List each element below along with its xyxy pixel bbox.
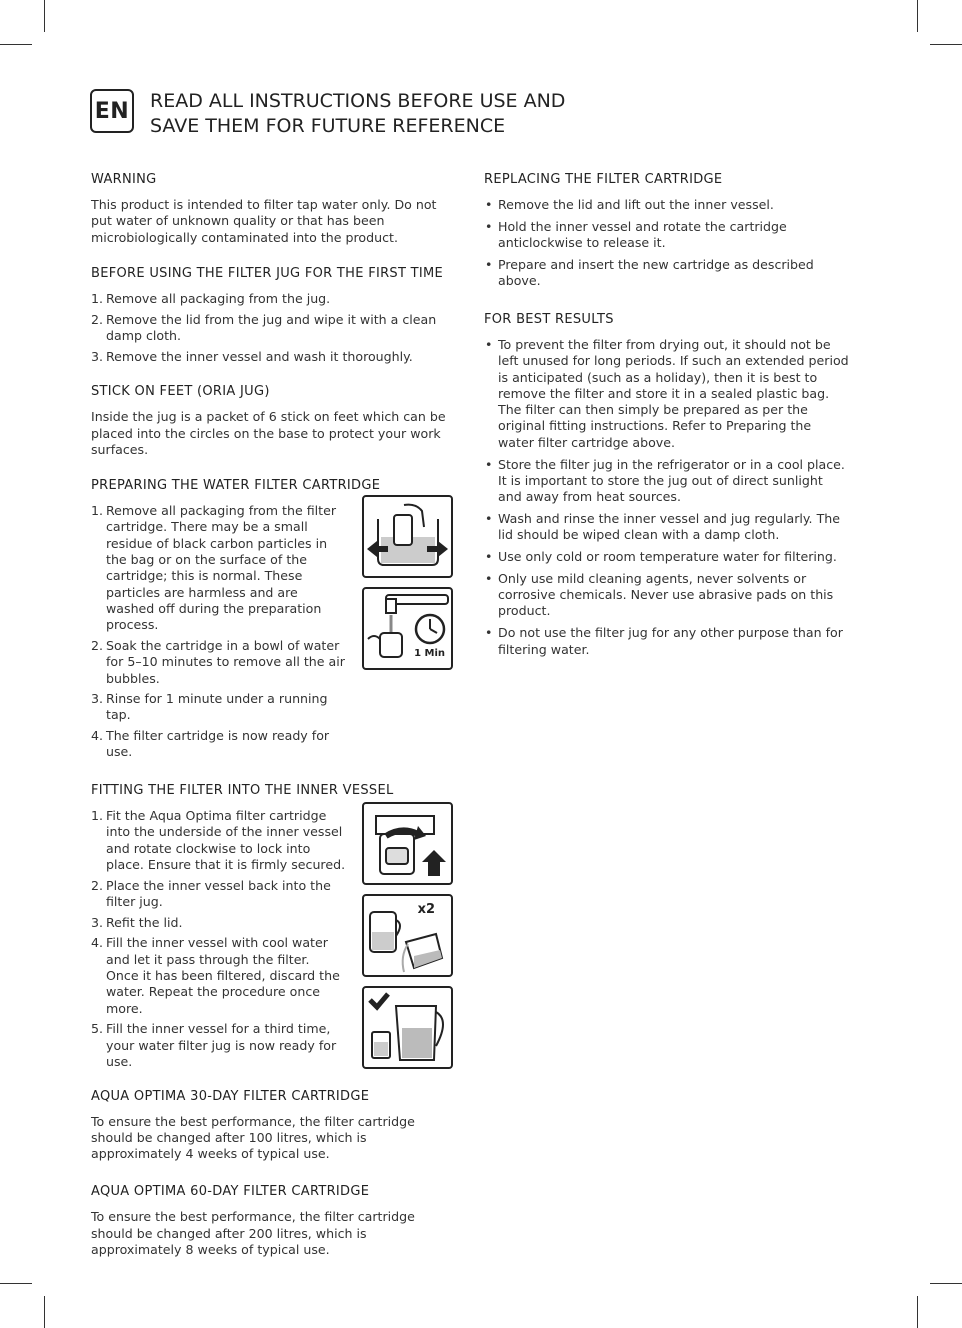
list-item: • Store the filter jug in the refrigerator or in a cool place. It is important to store the jug out of direct sunlight and away from heat sources. <box>484 457 850 506</box>
warning-section <box>91 172 453 246</box>
section-heading: PREPARING THE WATER FILTER CARTRIDGE <box>91 478 381 494</box>
crop-mark <box>0 1283 32 1284</box>
right-column <box>484 172 850 663</box>
list-item: • Hold the inner vessel and rotate the cartridge anticlockwise to release it. <box>484 219 850 252</box>
best-results-section <box>484 312 850 658</box>
list-item: • To prevent the filter from drying out, it should not be left unused for long periods. If such an extended period is anticipated (such as a holiday), then it is best to remove the filter and store it in a sealed plastic bag. The filter can then simply be prepared as per the original fitting instructions. Refer to Preparing the water filter cartridge above. <box>484 337 850 451</box>
list-item: • Wash and rinse the inner vessel and jug regularly. The lid should be wiped clean with a damp cloth. <box>484 511 850 544</box>
title-line-2: SAVE THEM FOR FUTURE REFERENCE <box>150 115 506 137</box>
list-item: 3. Remove the inner vessel and wash it thoroughly. <box>91 348 413 364</box>
list-item: 3. Refit the lid. <box>91 914 183 930</box>
section-heading: FOR BEST RESULTS <box>484 311 614 327</box>
list-item: 4. Fill the inner vessel with cool water and let it pass through the filter. Once it has been filtered, discard the water. Repeat the procedure once more. <box>91 935 340 1016</box>
list-item: 1. Remove all packaging from the filter cartridge. There may be a small residue of black carbon particles in the bag or on the surface of the cartridge; this is normal. These particles are harmless and are washed off during the preparation process. <box>91 503 337 633</box>
list-item: 4. The filter cartridge is now ready for use. <box>91 728 330 760</box>
replacing-section <box>484 172 850 289</box>
title-line-1: READ ALL INSTRUCTIONS BEFORE USE AND <box>150 90 566 112</box>
section-heading: STICK ON FEET (ORIA JUG) <box>91 384 270 400</box>
crop-mark <box>44 1296 45 1328</box>
list-item: • Use only cold or room temperature water for filtering. <box>484 549 850 565</box>
list-item: • Only use mild cleaning agents, never solvents or corrosive chemicals. Never use abrasive pads on this product. <box>484 571 850 620</box>
section-text: This product is intended to filter tap water only. Do not put water of unknown quality or that has been microbiologically contaminated into the product. <box>91 197 437 245</box>
section-heading: REPLACING THE FILTER CARTRIDGE <box>484 172 723 187</box>
list-item: 2. Remove the lid from the jug and wipe it with a clean damp cloth. <box>91 311 437 343</box>
list-item: 3. Rinse for 1 minute under a running tap. <box>91 691 328 723</box>
cartridge-30-section <box>91 1089 453 1163</box>
section-heading: FITTING THE FILTER INTO THE INNER VESSEL <box>91 783 394 799</box>
list-item: 1. Fit the Aqua Optima filter cartridge into the underside of the inner vessel and rotate clockwise to lock into place. Ensure that it is firmly secured. <box>91 808 346 873</box>
repeat-label: x2 <box>417 902 435 918</box>
cartridge-60-section <box>91 1184 453 1258</box>
language-badge: EN <box>90 89 134 133</box>
jug-ready-check-icon <box>362 986 453 1069</box>
section-heading: WARNING <box>91 172 157 187</box>
stick-on-feet-section <box>91 384 453 458</box>
list-item: • Remove the lid and lift out the inner vessel. <box>484 197 850 213</box>
section-text: Inside the jug is a packet of 6 stick on feet which can be placed into the circles on the base to protect your work surfaces. <box>91 409 446 457</box>
crop-mark <box>917 1296 918 1328</box>
cartridge-unpack-icon <box>362 495 453 578</box>
left-column <box>91 172 453 1258</box>
section-heading: BEFORE USING THE FILTER JUG FOR THE FIRST TIME <box>91 265 444 281</box>
crop-mark <box>0 44 32 45</box>
page-title <box>150 89 670 139</box>
crop-mark <box>930 1283 962 1284</box>
list-item: 2. Place the inner vessel back into the filter jug. <box>91 877 331 910</box>
tap-rinse-timer-icon <box>362 587 453 670</box>
list-item: 2. Soak the cartridge in a bowl of water for 5–10 minutes to remove all the air bubbles. <box>91 637 345 686</box>
fitting-section <box>91 783 453 1070</box>
section-text: To ensure the best performance, the filter cartridge should be changed after 100 litres, which is approximately 4 weeks of typical use. <box>91 1113 415 1162</box>
section-heading: AQUA OPTIMA 30-DAY FILTER CARTRIDGE <box>91 1088 370 1104</box>
before-first-use-section <box>91 266 453 365</box>
preparing-section <box>91 478 453 761</box>
section-text: To ensure the best performance, the filter cartridge should be changed after 200 litres, which is approximately 8 weeks of typical use. <box>91 1209 415 1258</box>
crop-mark <box>44 0 45 32</box>
list-item: 1. Remove all packaging from the jug. <box>91 290 331 306</box>
crop-mark <box>930 44 962 45</box>
list-item: 5. Fill the inner vessel for a third time, your water filter jug is now ready for use. <box>91 1021 337 1069</box>
list-item: • Prepare and insert the new cartridge as described above. <box>484 257 850 290</box>
timer-label: 1 Min <box>414 647 445 659</box>
crop-mark <box>917 0 918 32</box>
rotate-lock-cartridge-icon <box>362 802 453 885</box>
fill-discard-twice-icon <box>362 894 453 977</box>
list-item: • Do not use the filter jug for any other purpose than for filtering water. <box>484 625 850 658</box>
section-heading: AQUA OPTIMA 60-DAY FILTER CARTRIDGE <box>91 1184 370 1200</box>
